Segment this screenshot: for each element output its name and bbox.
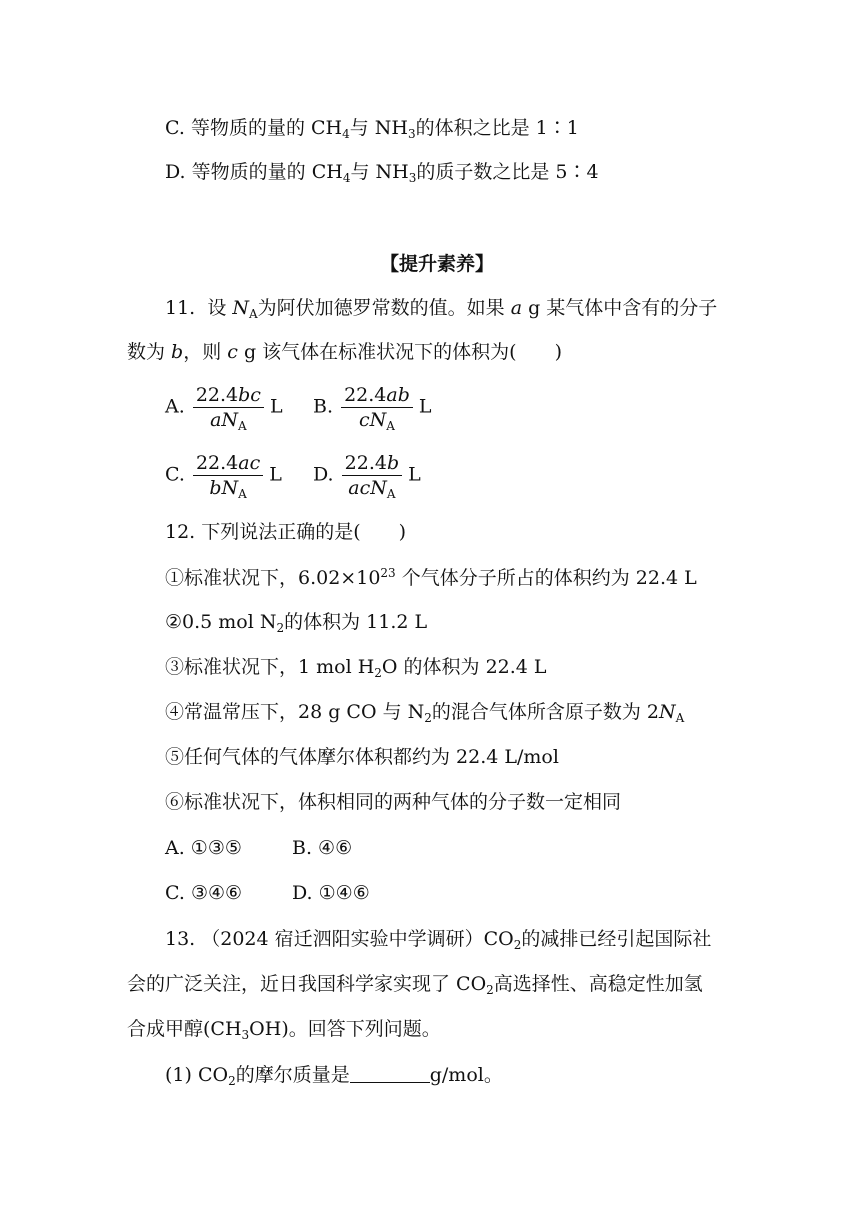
q12-option-c: C. ③④⑥ — [165, 882, 243, 904]
option-text: 等物质的量的 CH — [191, 161, 343, 183]
numerator-vars: bc — [238, 384, 261, 406]
option-text: 的体积之比是 1∶1 — [415, 117, 579, 139]
subscript: A — [386, 419, 395, 433]
q11-stem-line1 — [165, 296, 717, 320]
fraction — [341, 384, 413, 431]
unit: L — [269, 463, 282, 486]
variable: a — [510, 297, 523, 319]
subscript: A — [238, 487, 247, 501]
subscript: A — [675, 711, 685, 725]
numerator-number: 22.4 — [195, 452, 239, 474]
denominator — [193, 476, 263, 499]
question-number: 11. — [165, 297, 196, 319]
q13-stem-line1 — [165, 927, 711, 951]
q12-statement-4 — [165, 700, 684, 724]
stem-text: 为阿伏加德罗常数的值。如果 — [257, 297, 511, 319]
subscript: 2 — [228, 1074, 236, 1088]
denominator-vars: aN — [210, 409, 239, 431]
q10-option-c — [165, 116, 579, 140]
denominator-vars: acN — [348, 477, 387, 499]
statement-text: ①标准状况下，6.02×10 — [165, 567, 381, 589]
q11-option-a — [165, 384, 283, 431]
option-text: 与 NH — [350, 161, 409, 183]
stem-text: g 该气体在标准状况下的体积为( ) — [237, 341, 562, 363]
numerator-vars: ab — [386, 384, 410, 406]
fraction — [342, 452, 402, 499]
subscript: A — [386, 487, 396, 501]
denominator — [193, 408, 264, 431]
option-label: D. — [165, 161, 186, 183]
option-label: B. — [313, 395, 334, 418]
stem-text: 高选择性、高稳定性加氢 — [493, 973, 703, 995]
statement-text: ②0.5 mol N — [165, 611, 277, 633]
numerator — [342, 452, 402, 476]
q12-statement-1 — [165, 566, 697, 590]
subscript: 3 — [408, 171, 417, 185]
option-text: 等物质的量的 CH — [190, 117, 343, 139]
statement-text: ③标准状况下，1 mol H — [165, 656, 375, 678]
numerator-number: 22.4 — [195, 384, 239, 406]
option-text: 的质子数之比是 5∶4 — [416, 161, 599, 183]
subscript: 2 — [486, 983, 494, 997]
numerator — [193, 452, 263, 476]
q13-stem-line3 — [127, 1017, 441, 1041]
q11-option-d — [313, 452, 421, 499]
option-label: C. — [165, 463, 185, 486]
subscript: 4 — [342, 127, 350, 141]
section-title: 【提升素养】 — [380, 253, 495, 275]
subscript: 2 — [276, 621, 285, 635]
subscript: 2 — [374, 666, 382, 680]
q12-stem: 12. 下列说法正确的是( ) — [165, 521, 407, 543]
answer-blank[interactable] — [350, 1064, 430, 1083]
subscript: 2 — [424, 711, 432, 725]
q13-stem-line2 — [127, 972, 703, 996]
statement-text: 个气体分子所占的体积约为 22.4 L — [395, 567, 697, 589]
avogadro-symbol: N — [659, 701, 676, 723]
q12-statement-3 — [165, 655, 547, 679]
variable: b — [171, 341, 184, 363]
statement-text: 的体积为 11.2 L — [284, 611, 428, 633]
statement-text: 的混合气体所含原子数为 2 — [431, 701, 660, 723]
q11-option-b — [313, 384, 432, 431]
numerator-number: 22.4 — [344, 452, 387, 474]
variable: c — [227, 341, 238, 363]
unit: L — [269, 395, 283, 418]
unit: L — [418, 395, 432, 418]
numerator — [193, 384, 264, 408]
numerator — [341, 384, 413, 408]
option-label: D. — [313, 463, 334, 486]
subscript: 3 — [241, 1028, 250, 1042]
stem-text: 设 — [207, 297, 233, 319]
denominator — [341, 408, 413, 431]
q10-option-d — [165, 160, 599, 184]
subscript: A — [248, 307, 258, 321]
fraction — [193, 452, 263, 499]
q12-statement-2 — [165, 610, 427, 634]
option-text: 与 NH — [349, 117, 408, 139]
denominator-vars: bN — [209, 477, 239, 499]
statement-text: ④常温常压下，28 g CO 与 N — [165, 701, 425, 723]
q12-statement-5: ⑤任何气体的气体摩尔体积都约为 22.4 L/mol — [165, 746, 559, 768]
numerator-number: 22.4 — [344, 384, 387, 406]
stem-text: 的减排已经引起国际社 — [521, 928, 712, 950]
q11-option-c — [165, 452, 282, 499]
unit: L — [408, 463, 421, 486]
statement-text: O 的体积为 22.4 L — [381, 656, 547, 678]
subscript: 3 — [407, 127, 416, 141]
option-label: A. — [165, 395, 185, 418]
denominator — [342, 476, 402, 499]
part-text: (1) CO — [165, 1064, 229, 1086]
stem-text: 会的广泛关注，近日我国科学家实现了 CO — [127, 973, 487, 995]
q11-stem-line2 — [127, 340, 562, 364]
denominator-vars: cN — [358, 409, 387, 431]
stem-text: OH)。回答下列问题。 — [249, 1018, 441, 1040]
stem-text: 数为 — [127, 341, 172, 363]
q12-statement-6: ⑥标准状况下，体积相同的两种气体的分子数一定相同 — [165, 791, 622, 813]
numerator-vars: ac — [238, 452, 261, 474]
numerator-vars: b — [386, 452, 400, 474]
q12-option-a: A. ①③⑤ — [165, 837, 242, 859]
subscript: 4 — [342, 171, 351, 185]
fraction — [193, 384, 264, 431]
subscript: A — [238, 419, 247, 433]
stem-text: g 某气体中含有的分子 — [522, 297, 718, 319]
subscript: 2 — [513, 938, 522, 952]
avogadro-symbol: N — [232, 297, 249, 319]
option-label: C. — [165, 117, 185, 139]
stem-text: 13. （2024 宿迁泗阳实验中学调研）CO — [165, 928, 514, 950]
q13-part-1 — [165, 1063, 503, 1087]
superscript: 23 — [380, 566, 396, 580]
stem-text: 合成甲醇(CH — [127, 1018, 242, 1040]
part-text: 的摩尔质量是 — [235, 1064, 350, 1086]
q12-option-b: B. ④⑥ — [292, 837, 353, 859]
q12-option-d: D. ①④⑥ — [292, 882, 370, 904]
part-text: g/mol。 — [429, 1064, 503, 1086]
stem-text: ，则 — [183, 341, 228, 363]
